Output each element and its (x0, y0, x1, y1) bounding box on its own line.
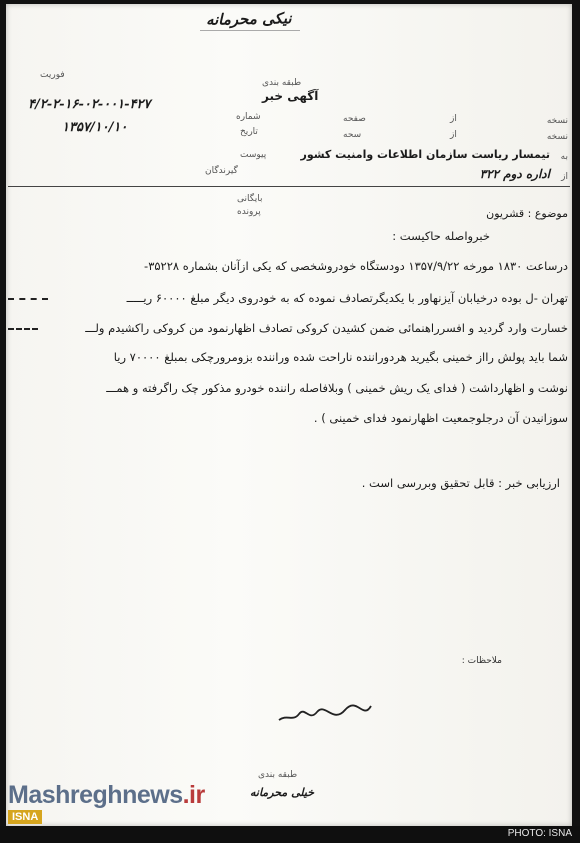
classification-label: طبقه بندی (262, 78, 302, 88)
strike-dashes-1 (8, 298, 48, 300)
attachment-label: پیوست (240, 150, 267, 160)
copy-label-1: نسخه (546, 116, 568, 126)
recipients-label: گیرندگان (205, 166, 238, 176)
assessment-line: ارزیابی خبر : قابل تحقیق وبررسی است . (361, 476, 560, 490)
isna-badge: ISNA (8, 810, 42, 824)
mashreghnews-logo (8, 781, 205, 810)
from-label: از (561, 172, 568, 182)
body-line-4: شما باید پولش رااز خمینی بگیرید هردوراننده ناراحت شده وراننده بزومرورچکی بمبلغ ۷۰۰۰۰ ریا (113, 350, 568, 364)
number-label: شماره (236, 112, 261, 122)
file-label: پرونده (237, 207, 261, 217)
body-line-3: خسارت وارد گردید و افسرراهنمائی ضمن کشیدن کروکی تصادف اظهارنمود من کروکی راکشیدم ولـــ (85, 321, 568, 335)
body-line-6: سوزانیدن آن درجلوجمعیت اظهارنمود فدای خمینی ) . (313, 411, 568, 425)
from-value: اداره دوم ۳۲۲ (479, 167, 550, 181)
header-divider (8, 186, 570, 187)
page-label-1: صفحه (343, 114, 366, 124)
bottom-classification-value: خیلی محرمانه (250, 786, 315, 799)
notes-label: ملاحظات : (461, 656, 502, 666)
subject-line: موضوع : قشریون (486, 207, 568, 220)
top-stamp: نیکی محرمانه (205, 9, 292, 29)
from-label-1: از (450, 114, 457, 124)
strike-dashes-2 (8, 328, 38, 330)
brand-name: Mashreghnews (8, 781, 183, 809)
stamp-underline (200, 30, 300, 31)
to-label: به (560, 152, 568, 162)
from-label-2: از (450, 130, 457, 140)
copy-label-2: نسخه (546, 132, 568, 142)
to-value: تیمسار ریاست سازمان اطلاعات وامنیت کشور (300, 148, 550, 161)
page-label-2: سحه (343, 130, 362, 140)
doc-type: آگهی خبر (262, 89, 319, 103)
number-value: ۴/۲-۲-۱۶-۰۲-۰۰۱-۴۲۷ (28, 97, 151, 112)
date-label: تاریخ (240, 127, 258, 137)
signature-scribble (275, 700, 375, 730)
photo-credit: PHOTO: ISNA (507, 828, 572, 839)
body-line-5: نوشت و اظهارداشت ( فدای یک ریش خمینی ) وبلافاصله راننده خودرو مذکور چک راگرفته و همـــ (106, 381, 568, 395)
archive-label: بایگانی (237, 194, 263, 204)
bottom-classification-label: طبقه بندی (258, 770, 298, 780)
salutation: خبرواصله حاکیست : (392, 229, 490, 243)
bottom-strip (0, 826, 580, 843)
date-value: ۱۳۵۷/۱۰/۱۰ (62, 120, 128, 135)
priority-label: فوریت (40, 70, 65, 80)
body-line-2: تهران -ل بوده درخیابان آیزنهاور با یکدیگرتصادف نموده که به خودروی دیگر مبلغ ۶۰۰۰۰ ریـــــ (126, 291, 568, 305)
brand-domain: .ir (182, 781, 205, 809)
body-line-1: درساعت ۱۸۳۰ مورخه ۱۳۵۷/۹/۲۲ دودستگاه خودروشخصی که یکی ازآنان بشماره ۳۵۲۲۸- (144, 259, 568, 273)
